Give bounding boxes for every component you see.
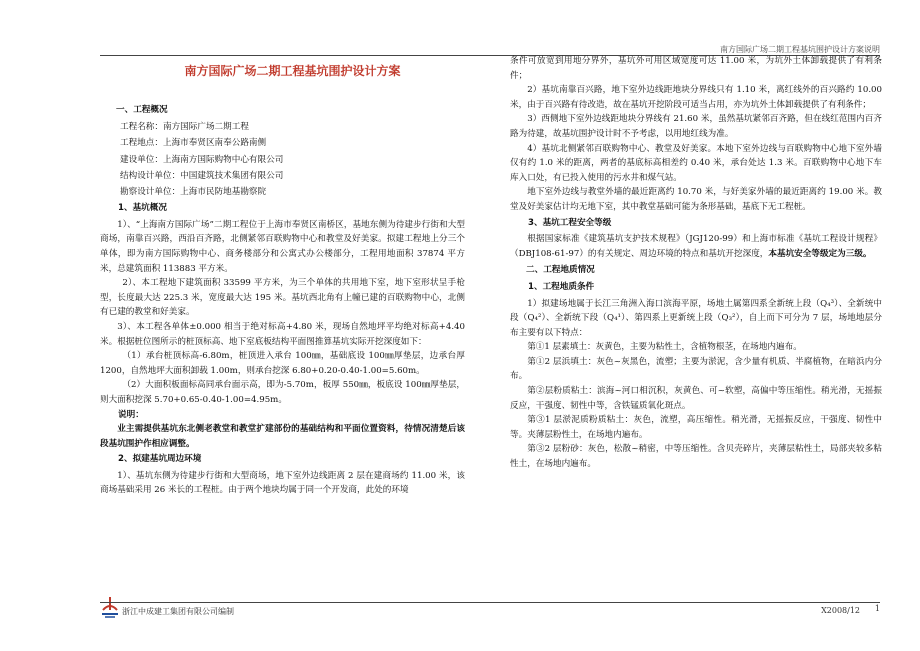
footer-rule — [100, 602, 880, 603]
project-info-list — [120, 119, 465, 200]
paragraph: 1）、基坑东侧为待建步行街和大型商场，地下室外边线距离 2 层在建商场约 11.00 米，该商场基础采用 26 米长的工程桩。由于两个地块均属于同一个开发商，此处的环境 — [100, 470, 465, 496]
layer-item: 第③1 层淤泥质粉质粘土：灰色，流塑，高压缩性。稍光滑，无摇振反应，干强度、韧性中等。夹薄层粉性土，在场地内遍布。 — [510, 415, 882, 440]
section-1-heading: 一、工程概况 — [116, 104, 168, 115]
subsection-safety-grade: 3、基坑工程安全等级 — [528, 217, 612, 228]
paragraph: 1）拟建场地属于长江三角洲入海口滨海平原，场地土属第四系全新统上段（Q₄³）、全新统中段（Q₄²）、全新统下段（Q₄¹）、第四系上更新统上段（Q₃²），自上而下可分为 7 层，场地地层分布主要有以下特点： — [510, 298, 882, 338]
note-label: 说明： — [118, 409, 144, 420]
construction-unit: 建设单位：上海南方国际购物中心有限公司 — [120, 154, 284, 165]
paragraph: 2）基坑南靠百兴路，地下室外边线距地块分界线只有 1.10 米，离红线外的百兴路约 10.00 米，由于百兴路有待改造，故在基坑开挖阶段可适当占用，亦为坑外土体卸载提供了有利条件； — [510, 85, 882, 110]
paragraph: 4）基坑北侧紧邻百联购物中心、教堂及好美家。本地下室外边线与百联购物中心地下室外墙仅有约 1.0 米的距离，两者的基底标高相差约 0.40 米，承台处达 1.3 米。百联购物中心地下车库入口处，有已投入使用的污水井和煤气站。 — [510, 143, 882, 183]
running-header: 南方国际广场二期工程基坑围护设计方案说明 — [720, 45, 880, 54]
paragraph: 3）、本工程各单体±0.000 相当于绝对标高+4.80 米，现场自然地坪平均绝对标高+4.40 米。根据桩位图所示的桩顶标高、地下室底板结构平面图推算基坑实际开挖深度如下： — [100, 321, 465, 347]
company-logo-icon — [100, 596, 120, 618]
subsection-pit-overview: 1、基坑概况 — [118, 203, 167, 214]
safety-text: 根据国家标准《建筑基坑支护技术规程》（JGJ120-99）和上海市标准《基坑工程设计规程》（DBJ108-61-97）的有关规定、周边环境的特点和基坑开挖深度， — [510, 234, 882, 259]
layer-item: 第②层粉质粘土：滨海~河口相沉积，灰黄色、可~软塑，高偏中等压缩性。稍光滑，无摇振反应，干强度、韧性中等，含铁锰质氧化斑点。 — [510, 386, 882, 411]
right-column — [510, 54, 882, 472]
safety-grade-bold: 本基坑安全等级定为三级。 — [768, 248, 872, 259]
paragraph: 1）、“上海南方国际广场”二期工程位于上海市奉贤区南桥区，基地东侧为待建步行街和大型商场，南靠百兴路，西沿百齐路，北侧紧邻百联购物中心和教堂及好美家。拟建工程地上分三个单体，即为南方国际购物中心、商务楼部分和公寓式办公楼部分，工程用地面积 37874 平方米，总建筑面积 113883 平方米。 — [100, 219, 465, 274]
footer-code: X2008/12 — [821, 606, 860, 615]
paragraph: 3）西侧地下室外边线距地块分界线有 21.60 米，虽然基坑紧邻百齐路，但在线红范围内百齐路为待建，故基坑围护设计时不予考虑，以用地红线为准。 — [510, 114, 882, 139]
paragraph: （1）承台桩顶标高-6.80m，桩顶进入承台 100㎜，基础底设 100㎜厚垫层，边承台厚 1200，自然地坪大面积卸载 1.00m，则承台挖深 6.80+0.20-0.40-1.00=5.60m。 — [100, 351, 465, 376]
paragraph: 条件可放宽到用地分界外，基坑外可用区域宽度可达 11.00 米，为坑外土体卸载提供了有利条件； — [510, 56, 882, 81]
footer-company: 浙江中成建工集团有限公司编制 — [122, 607, 234, 616]
paragraph: （2）大面积板面标高同承台面示高，即为-5.70m，板厚 550㎜，板底设 100㎜厚垫层，则大面积挖深 5.70+0.65-0.40-1.00=4.95m。 — [100, 380, 465, 405]
layer-item: 第①2 层浜填土：灰色~灰黑色，流塑；主要为淤泥，含少量有机质、半腐植物，在暗浜内分布。 — [510, 356, 882, 382]
layer-item: 第③2 层粉砂：灰色，松散~稍密，中等压缩性。含贝壳碎片，夹薄层粘性土，局部夹较多粘性土，在场地内遍布。 — [510, 444, 882, 470]
subsection-surroundings: 2、拟建基坑周边环境 — [118, 454, 202, 465]
structure-design-unit: 结构设计单位：中国建筑技术集团有限公司 — [120, 170, 284, 181]
section-2-heading: 二、工程地质情况 — [526, 265, 595, 276]
paragraph: 2）、本工程地下建筑面积 33599 平方米，为三个单体的共用地下室，地下室形状呈手枪型，长度最大达 225.3 米，宽度最大达 195 米。基坑西北角有上幢已建的百联购物中心，北侧有已建的教堂和好美家。 — [100, 278, 465, 318]
left-column — [100, 64, 465, 498]
layer-item: 第①1 层素填土：灰黄色，主要为粘性土，含植物根茎，在场地内遍布。 — [527, 342, 802, 353]
paragraph: 地下室外边线与教堂外墙的最近距离约 10.70 米，与好美家外墙的最近距离约 19.00 米。教堂及好美家估计均无地下室，其中教堂基础可能为条形基础，基底下无工程桩。 — [510, 187, 882, 212]
project-name: 工程名称：南方国际广场二期工程 — [120, 122, 249, 133]
document-title: 南方国际广场二期工程基坑围护设计方案 — [184, 64, 401, 78]
subsection-geology: 1、工程地质条件 — [528, 281, 595, 292]
page-number: 1 — [874, 604, 880, 613]
project-location: 工程地点：上海市奉贤区南奉公路南侧 — [120, 138, 267, 149]
note-bold: 业主需提供基坑东北侧老教堂和教堂扩建部份的基础结构和平面位置资料，待情况清楚后该段基坑围护作相应调整。 — [100, 424, 465, 449]
survey-design-unit: 勘察设计单位：上海市民防地基勘察院 — [120, 187, 267, 197]
paragraph — [510, 232, 882, 261]
